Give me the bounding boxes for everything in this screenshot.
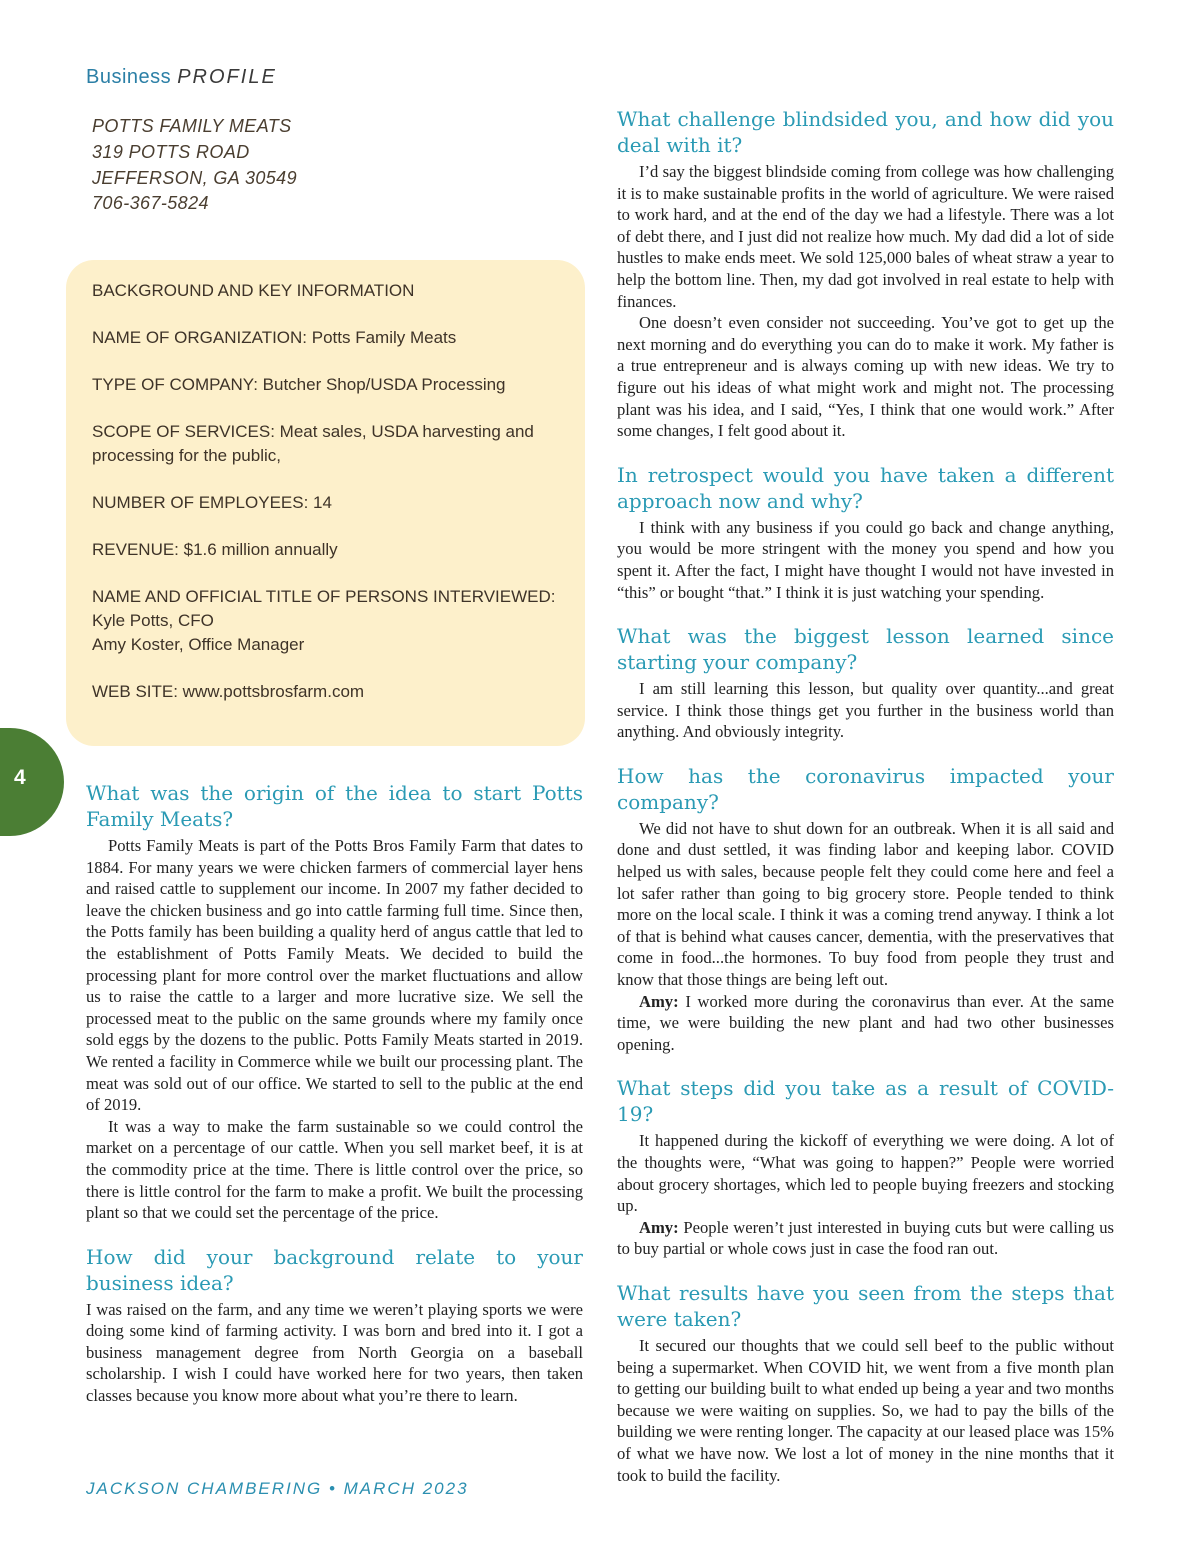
question-background: How did your background relate to your business idea? (86, 1244, 583, 1295)
page-number-tab (0, 728, 64, 836)
speaker-label: Amy: (639, 1217, 679, 1237)
address-phone: 706-367-5824 (92, 193, 209, 214)
answer-paragraph: We did not have to shut down for an outbreak. When it is all said and done and dust settled, it was finding labor and keeping labor. COVID helped us with sales, because people felt they could come here and feel a lot safer rather than going to big grocery store. People tended to think more on the local scale. I think it was a coming trend anyway. I think a lot of that is behind what causes cancer, dementia, with the preservatives that come in food...the hormones. To buy food from people they trust and know that those things are being left out. (617, 818, 1114, 990)
question-covid-steps: What steps did you take as a result of COVID-19? (617, 1076, 1114, 1127)
info-website: WEB SITE: www.pottsbrosfarm.com (92, 682, 365, 701)
speaker-label: Amy: (639, 991, 679, 1011)
background-info-box (66, 260, 585, 746)
header-business: Business (86, 66, 172, 88)
answer-lesson (617, 678, 1114, 743)
answer-paragraph-amy (617, 1217, 1114, 1260)
footer-publication: JACKSON CHAMBERING • MARCH 2023 (86, 1479, 469, 1498)
address-street: 319 POTTS ROAD (92, 141, 250, 162)
section-retrospect (617, 462, 1114, 603)
answer-background (86, 1299, 583, 1407)
info-company-type: TYPE OF COMPANY: Butcher Shop/USDA Processing (92, 375, 506, 394)
section-covid-impact (617, 763, 1114, 1056)
info-organization: NAME OF ORGANIZATION: Potts Family Meats (92, 328, 457, 347)
answer-paragraph: I think with any business if you could go back and change anything, you would be more stringent with the money you spend and how you spent it. After the fact, I might have thought I would not have invested in “this” or bought “that.” I think it is just watching your spending. (617, 517, 1114, 602)
info-employees: NUMBER OF EMPLOYEES: 14 (92, 493, 332, 512)
info-person-2: Amy Koster, Office Manager (92, 635, 305, 654)
question-lesson: What was the biggest lesson learned since starting your company? (617, 624, 1114, 675)
section-origin (86, 780, 583, 1224)
answer-paragraph: I’d say the biggest blindside coming from college was how challenging it is to make sustainable profits in the world of agriculture. We were raised to work hard, and at the end of the day we had a lifestyle. There was a lot of debt there, and I just did not realize how much. My dad did a lot of side hustles to make ends meet. We sold 125,000 bales of wheat straw a year to help the bottom line. Then, my dad got involved in real estate to help with finances. (617, 162, 1114, 311)
answer-paragraph: It secured our thoughts that we could sell beef to the public without being a supermarket. When COVID hit, we went from a five month plan to getting our building built to what ended up being a year and two months because we were waiting on supplies. So, we had to pay the bills of the building we were renting longer. The capacity at our leased place was 15% of what we have now. We lost a lot of money in the nine months that it took to build the facility. (617, 1335, 1114, 1485)
left-column (86, 780, 583, 1427)
info-revenue: REVENUE: $1.6 million annually (92, 540, 338, 559)
speaker-text: People weren’t just interested in buying cuts but were calling us to buy partial or whole cows just in case the food ran out. (617, 1217, 1114, 1259)
info-heading: BACKGROUND AND KEY INFORMATION (92, 281, 415, 300)
section-covid-steps (617, 1075, 1114, 1260)
company-address (92, 114, 297, 217)
question-origin: What was the origin of the idea to start Potts Family Meats? (86, 781, 583, 831)
answer-paragraph-amy (617, 991, 1114, 1056)
speaker-text: I worked more during the coronavirus than ever. At the same time, we were building the new plant and had two other businesses opening. (617, 991, 1114, 1054)
answer-paragraph: I am still learning this lesson, but quality over quantity...and great service. I think those things get you further in the business world than anything. And obviously integrity. (617, 679, 1114, 742)
info-persons (92, 585, 565, 657)
question-results: What results have you seen from the steps that were taken? (617, 1280, 1114, 1331)
section-lesson (617, 623, 1114, 743)
info-person-1: Kyle Potts, CFO (92, 611, 214, 630)
section-header (86, 66, 277, 89)
answer-paragraph: Potts Family Meats is part of the Potts Bros Family Farm that dates to 1884. For many years we were chicken farmers of commercial layer hens and raised cattle to supplement our income. In 2007 my father decided to leave the chicken business and go into cattle farming full time. Since then, the Potts family has been building a quality herd of angus cattle that led to the establishment of Potts Family Meats. We decided to build the processing plant for more control over the market fluctuations and allow us to raise the cattle to a larger and more lucrative size. We sell the processed meat to the public on the same grounds where my family once sold eggs by the dozens to the public. Potts Family Meats started in 2019. We rented a facility in Commerce while we built our processing plant. The meat was sold out of our office. We started to sell to the public at the end of 2019. (86, 836, 583, 1115)
section-results (617, 1280, 1114, 1486)
info-persons-label: NAME AND OFFICIAL TITLE OF PERSONS INTERVIEWED: (92, 587, 556, 606)
question-challenge: What challenge blindsided you, and how did you deal with it? (617, 107, 1114, 157)
question-retrospect: In retrospect would you have taken a different approach now and why? (617, 462, 1114, 513)
address-company-name: POTTS FAMILY MEATS (92, 116, 292, 136)
section-challenge (617, 106, 1114, 442)
answer-results (617, 1335, 1114, 1486)
answer-origin (86, 835, 583, 1224)
header-profile: PROFILE (177, 66, 277, 88)
right-column (617, 106, 1114, 1506)
answer-paragraph: It happened during the kickoff of everything we were doing. A lot of the thoughts were, “What was going to happen?” People were worried about grocery shortages, which led to people buying freezers and stocking up. (617, 1131, 1114, 1216)
section-background (86, 1244, 583, 1407)
answer-paragraph: I was raised on the farm, and any time we weren’t playing sports we were doing some kind of farming activity. I was born and bred into it. I got a business management degree from North Georgia on a baseball scholarship. I wish I could have worked here for two years, then taken classes because you know more about what you’re there to learn. (86, 1299, 583, 1406)
answer-paragraph: One doesn’t even consider not succeeding. You’ve got to get up the next morning and do everything you can do to make it work. My father is a true entrepreneur and is always coming up with new ideas. We try to figure out his ideas of what might work and might not. The processing plant was his idea, and I said, “Yes, I think that one would work.” After some changes, I felt good about it. (617, 313, 1114, 441)
answer-retrospect (617, 517, 1114, 603)
info-scope: SCOPE OF SERVICES: Meat sales, USDA harvesting and processing for the public, (92, 422, 534, 465)
answer-challenge (617, 161, 1114, 442)
answer-paragraph: It was a way to make the farm sustainable so we could control the market on a percentage of our cattle. When you sell market beef, it is at the commodity price at the time. There is little control over the price, so there is little control for the farm to make a profit. We built the processing plant so that we could set the percentage of the price. (86, 1116, 583, 1223)
question-covid-impact: How has the coronavirus impacted your company? (617, 763, 1114, 814)
page-number: 4 (14, 766, 26, 789)
answer-covid-impact (617, 818, 1114, 1056)
answer-covid-steps (617, 1130, 1114, 1260)
address-city: JEFFERSON, GA 30549 (92, 167, 298, 188)
